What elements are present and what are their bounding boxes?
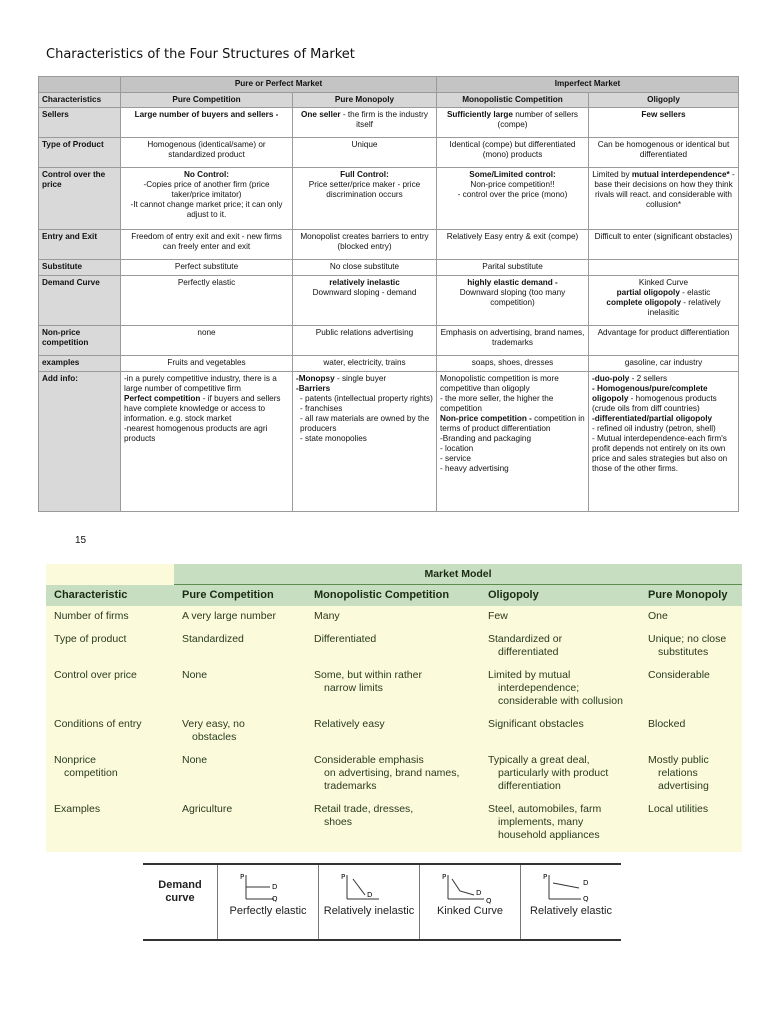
row-label: examples [39,356,121,372]
row-label: Type of product [54,633,127,645]
demand-curve-label: Demand curve [158,879,202,904]
table-row [46,665,742,714]
cell-bold: mutual interdependence* [631,170,730,179]
curve-d-label: D [583,879,589,887]
cell: Can be homogenous or identical but differentiated [589,138,739,168]
cell: Significant obstacles [488,718,584,730]
cell-line [592,384,735,414]
curve-d-label: D [272,883,278,891]
cell [437,168,589,230]
cell-text: - control over the price (mono) [457,190,568,199]
cell [640,750,742,799]
cell [293,168,437,230]
cell-text: Non-price competition!! [470,180,555,189]
cell-bold: -differentiated/partial oligopoly [592,414,713,423]
table-row [39,260,739,276]
cell-text: competition in terms of product differentiation [440,414,585,433]
cell [306,665,480,714]
cell: soaps, shoes, dresses [437,356,589,372]
cell: Few sellers [589,108,739,138]
cell: Homogenous (identical/same) or standardized product [121,138,293,168]
cell-line [124,394,289,424]
market-structures-table [38,76,739,512]
cell-text: - the more seller, the higher the competition [440,394,554,413]
demand-curve-strip [143,863,621,941]
cell-bold: No Control: [183,170,230,179]
row-label: Non-price competition [39,326,121,356]
cell-text: -in a purely competitive industry, there is a large number of competitive firm [124,374,277,393]
cell-text: -Branding and packaging [440,434,532,443]
cell-line [592,298,735,318]
table-row [39,356,739,372]
cell: A very large number [182,610,276,622]
cell: Emphasis on advertising, brand names, trademarks [437,326,589,356]
demand-curve-cell [419,865,520,939]
group-header-blank [39,77,121,93]
cell-bold: Perfect competition [124,394,201,403]
cell-text: - location [440,444,474,453]
cell-indent: relations advertising [658,767,709,792]
table-row [46,750,742,799]
cell-text: -base their decisions on how they think rivals will react. and considerable with collusion* [594,170,735,209]
cell: Identical (compe) but differentiated (mono) products [437,138,589,168]
cell-text: -Copies price of another firm (price taker/price imitator) [143,180,270,199]
table-row [46,714,742,750]
cell-text: - the firm is the industry itself [340,110,428,129]
cell [174,714,306,750]
cell [306,750,480,799]
cell [589,260,739,276]
row-label: Demand Curve [39,276,121,326]
cell-bold: highly elastic demand - [467,278,558,287]
row-label: Control over the price [39,168,121,230]
cell-text: - elastic [679,288,711,297]
group-header-pure: Pure or Perfect Market [121,77,437,93]
cell [589,372,739,512]
cell-text: - 2 sellers [629,374,668,383]
col-header-characteristics: Characteristics [39,93,121,108]
cell-text: number of sellers (compe) [497,110,579,129]
table-row [39,372,739,512]
cell-bold: relatively inelastic [329,278,400,287]
demand-caption: Relatively elastic [530,905,612,917]
cell-bold: -Barriers [296,384,331,393]
page-title: Characteristics of the Four Structures of Market [46,47,355,62]
cell-text: - heavy advertising [440,464,509,473]
cell: Many [314,610,340,622]
demand-caption: Perfectly elastic [229,905,307,917]
cell [293,276,437,326]
cell-text: - franchises [300,404,343,413]
table-row [46,629,742,665]
curve-d-label: D [367,891,373,899]
table-row [46,799,742,848]
demand-caption: Kinked Curve [436,905,504,917]
demand-curve-cell [217,865,318,939]
demand-curve-cell [520,865,621,939]
cell-text: Steel, automobiles, farm [488,803,602,815]
cell-text: - state monopolies [300,434,367,443]
cell-text: - relatively inelasitic [647,298,721,317]
demand-curve-cell [318,865,419,939]
demand-caption: Relatively inelastic [323,905,415,917]
cell-text: - Mutual interdependence-each firm's profit depends not entirely on its own price and sales strategies but also on those of the other firms. [592,434,728,473]
cell [640,629,742,665]
page-number: 15 [75,535,87,546]
cell: Local utilities [648,803,709,815]
cell: Fruits and vegetables [121,356,293,372]
cell-text: Mostly public [648,754,709,766]
cell [306,799,480,848]
cell: Differentiated [314,633,377,645]
table-row [39,326,739,356]
cell [293,108,437,138]
cell: One [648,610,668,622]
axis-p-label: P [442,873,447,881]
cell-line [296,374,433,384]
t2-col-pure-monopoly: Pure Monopoly [640,585,742,607]
cell-indent: particularly with product differentiation [498,767,609,792]
cell-text: Kinked Curve [638,278,689,287]
cell [589,276,739,326]
cell: Considerable [648,669,710,681]
cell-text: -It cannot change market price; it can only adjust to it. [130,200,283,219]
col-header-pure-monopoly: Pure Monopoly [293,93,437,108]
cell-text: - service [440,454,471,463]
row-label [46,750,174,799]
cell-bold: One seller [301,110,341,119]
perfectly-elastic-curve-icon [238,871,298,905]
cell-line [440,414,585,434]
row-label: Entry and Exit [39,230,121,260]
cell [480,750,640,799]
cell-bold: partial oligopoly [616,288,680,297]
axis-q-label: Q [486,897,492,905]
cell [121,168,293,230]
cell-indent: differentiated [498,646,559,658]
cell: Advantage for product differentiation [589,326,739,356]
cell-bold: -duo-poly [592,374,630,383]
row-label: Sellers [39,108,121,138]
t2-col-characteristic: Characteristic [46,585,174,607]
relatively-inelastic-curve-icon [339,871,399,905]
market-model-header: Market Model [174,564,742,585]
axis-p-label: P [341,873,346,881]
cell [480,799,640,848]
cell-text: Unique; no close [648,633,727,645]
table-row [39,230,739,260]
market-model-table-wrap [46,564,742,852]
cell-bold: -Monopsy [296,374,335,383]
cell-bold: Full Control: [340,170,389,179]
mm-blank [46,564,174,585]
cell-text: Monopolistic competition is more competitive than oligoply [440,374,559,393]
row-label: Type of Product [39,138,121,168]
axis-q-label: Q [583,895,589,903]
row-label: Add info: [39,372,121,512]
cell: none [121,326,293,356]
group-header-imperfect: Imperfect Market [437,77,739,93]
cell [589,168,739,230]
row-label: Control over price [54,669,137,681]
cell: Monopolist creates barriers to entry (blocked entry) [293,230,437,260]
t2-col-oligopoly: Oligopoly [480,585,640,607]
table-row [39,108,739,138]
axis-p-label: P [543,873,548,881]
cell-text: -nearest homogenous products are agri products [124,424,268,443]
cell-text: Limited by mutual [488,669,571,681]
cell: Relatively easy [314,718,385,730]
kinked-curve-icon [440,871,500,905]
cell-line [592,288,735,298]
table-row [39,138,739,168]
cell-bold: - Homogenous/pure/complete oligopoly [592,384,708,403]
cell-text: Price setter/price maker - price discrimination occurs [308,180,421,199]
cell-text: Downward sloping - demand [312,288,417,297]
cell-indent: substitutes [658,646,709,658]
table-row [39,276,739,326]
cell-indent: interdependence; considerable with collusion [498,682,623,707]
cell: Standardized [182,633,244,645]
cell-indent: implements, many household appliances [498,816,600,841]
cell: None [182,754,208,766]
t2-col-pure-competition: Pure Competition [174,585,306,607]
cell-text: Considerable emphasis [314,754,424,766]
cell: Freedom of entry exit and exit - new firms can freely enter and exit [121,230,293,260]
cell-bold: Sufficiently large [446,110,513,119]
cell-text: Some, but within rather [314,669,422,681]
cell: No close substitute [293,260,437,276]
cell-text: Standardized or [488,633,563,645]
cell-indent: shoes [324,816,353,828]
cell [437,108,589,138]
cell: water, electricity, trains [293,356,437,372]
cell-text: Downward sloping (too many competition) [459,288,566,307]
cell-text: Limited by [592,170,632,179]
cell-text: Nonprice [54,754,97,766]
col-header-monopolistic-competition: Monopolistic Competition [437,93,589,108]
cell-indent: competition [64,767,118,779]
cell: Unique [293,138,437,168]
axis-q-label: Q [272,895,278,903]
row-label: Conditions of entry [54,718,142,730]
row-label: Substitute [39,260,121,276]
row-label: Examples [54,803,101,815]
cell-text: - all raw materials are owned by the producers [300,414,430,433]
cell [121,372,293,512]
cell: Difficult to enter (significant obstacles) [589,230,739,260]
cell: None [182,669,208,681]
cell-text: - homogenous products (crude oils from diff countries) [592,394,717,413]
cell-bold: Non-price competition - [440,414,532,423]
cell [437,372,589,512]
cell: Blocked [648,718,686,730]
cell [437,276,589,326]
cell-text: - single buyer [334,374,387,383]
curve-d-label: D [476,889,482,897]
cell-indent: narrow limits [324,682,383,694]
cell: Public relations advertising [293,326,437,356]
cell: Relatively Easy entry & exit (compe) [437,230,589,260]
t2-col-monopolistic-competition: Monopolistic Competition [306,585,480,607]
cell-bold: complete oligopoly [606,298,681,307]
cell-indent: obstacles [192,731,237,743]
cell-text: - patents (intellectual property rights) [300,394,433,403]
cell-text: Typically a great deal, [488,754,590,766]
cell: Agriculture [182,803,233,815]
cell [480,629,640,665]
row-label: Number of firms [54,610,129,622]
table-row [46,606,742,629]
cell-indent: on advertising, brand names, trademarks [324,767,460,792]
cell: Large number of buyers and sellers - [121,108,293,138]
cell-text: - refined oil industry (petron, shell) [592,424,716,433]
cell-line [592,374,735,384]
axis-p-label: P [240,873,245,881]
cell [293,372,437,512]
cell-text: - if buyers and sellers have complete knowledge or access to information. e.g. stock market [124,394,281,423]
cell-text: Very easy, no [182,718,245,730]
relatively-elastic-curve-icon [541,871,601,905]
cell: Perfect substitute [121,260,293,276]
market-model-table [46,564,742,848]
cell: Parital substitute [437,260,589,276]
col-header-oligoply: Oligoply [589,93,739,108]
cell-text: Retail trade, dresses, [314,803,414,815]
cell: Perfectly elastic [121,276,293,326]
cell: Few [488,610,508,622]
cell: gasoline, car industry [589,356,739,372]
table-row [39,168,739,230]
col-header-pure-competition: Pure Competition [121,93,293,108]
cell-bold: Some/Limited control: [469,170,556,179]
cell [480,665,640,714]
